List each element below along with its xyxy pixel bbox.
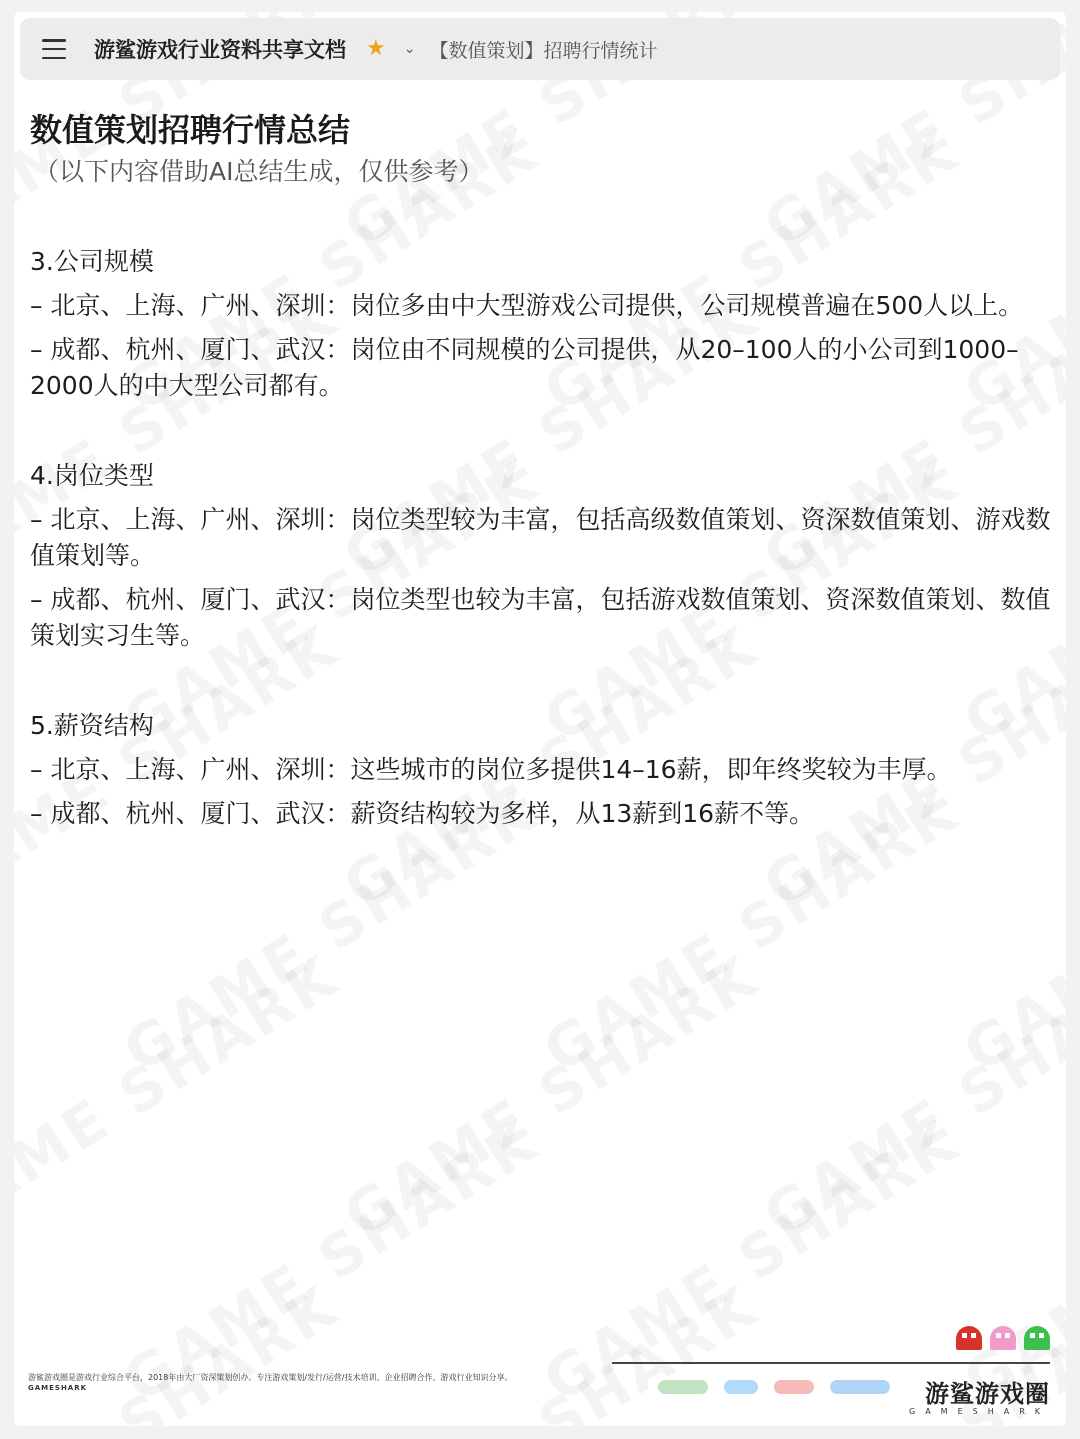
footer-description-text: 游鲨游戏圈是游戏行业综合平台，2018年由大厂资深策划创办。专注游戏策划/发行/运营/技术培训、企业招聘合作、游戏行业知识分享。 [28,1373,513,1382]
top-toolbar [20,18,1060,80]
section-title: 4.岗位类型 [30,461,154,490]
partner-logo [830,1380,890,1394]
section-company-size [30,244,1060,404]
footer-description [28,1372,588,1394]
brand-logo: 游鲨游戏圈 [925,1380,1050,1408]
ai-note: （以下内容借助AI总结生成，仅供参考） [34,157,484,186]
ghost-icons [956,1326,1050,1350]
section-title: 3.公司规模 [30,247,154,276]
list-item: – 北京、上海、广州、深圳：这些城市的岗位多提供14–16薪，即年终奖较为丰厚。 [30,755,952,784]
menu-icon[interactable] [42,39,66,59]
pink-ghost-icon [990,1326,1016,1350]
partner-logo [658,1380,708,1394]
doc-title: 游鲨游戏行业资料共享文档 [94,38,346,62]
star-icon[interactable]: ★ [366,36,386,61]
footer-small-brand: GAMESHARK [28,1384,88,1392]
section-title: 5.薪资结构 [30,711,154,740]
red-ghost-icon [956,1326,982,1350]
breadcrumb[interactable]: 【数值策划】招聘行情统计 [429,39,658,62]
watermark-text [752,941,1066,1250]
list-item: – 成都、杭州、厦门、武汉：薪资结构较为多样，从13薪到16薪不等。 [30,799,815,828]
page-title: 数值策划招聘行情总结 [30,111,351,149]
list-item: – 北京、上海、广州、深圳：岗位类型较为丰富，包括高级数值策划、资深数值策划、游戏数值策划等。 [30,505,1051,570]
main-content [30,108,1060,832]
green-ghost-icon [1024,1326,1050,1350]
footer-divider [612,1362,1050,1364]
list-item: – 成都、杭州、厦门、武汉：岗位由不同规模的公司提供，从20–100人的小公司到1000–2000人的中大型公司都有。 [30,335,1019,400]
list-item: – 成都、杭州、厦门、武汉：岗位类型也较为丰富，包括游戏数值策划、资深数值策划、数值策划实习生等。 [30,585,1051,650]
watermark-text [332,941,771,1250]
watermark-text [14,941,351,1250]
chevron-down-icon[interactable]: ⌄ [403,41,416,57]
section-job-types [30,458,1060,654]
document-page [14,12,1066,1426]
watermark-text [332,1271,771,1426]
brand-subtitle: GAMESHARK [909,1407,1050,1416]
partner-logos [658,1380,890,1394]
list-item: – 北京、上海、广州、深圳：岗位多由中大型游戏公司提供，公司规模普遍在500人以上。 [30,291,1024,320]
watermark-text [532,1106,971,1415]
watermark-text [14,1271,351,1426]
partner-logo [774,1380,814,1394]
section-salary [30,708,1060,832]
partner-logo [724,1380,758,1394]
watermark-text [952,1106,1066,1415]
watermark-text [112,1106,551,1415]
